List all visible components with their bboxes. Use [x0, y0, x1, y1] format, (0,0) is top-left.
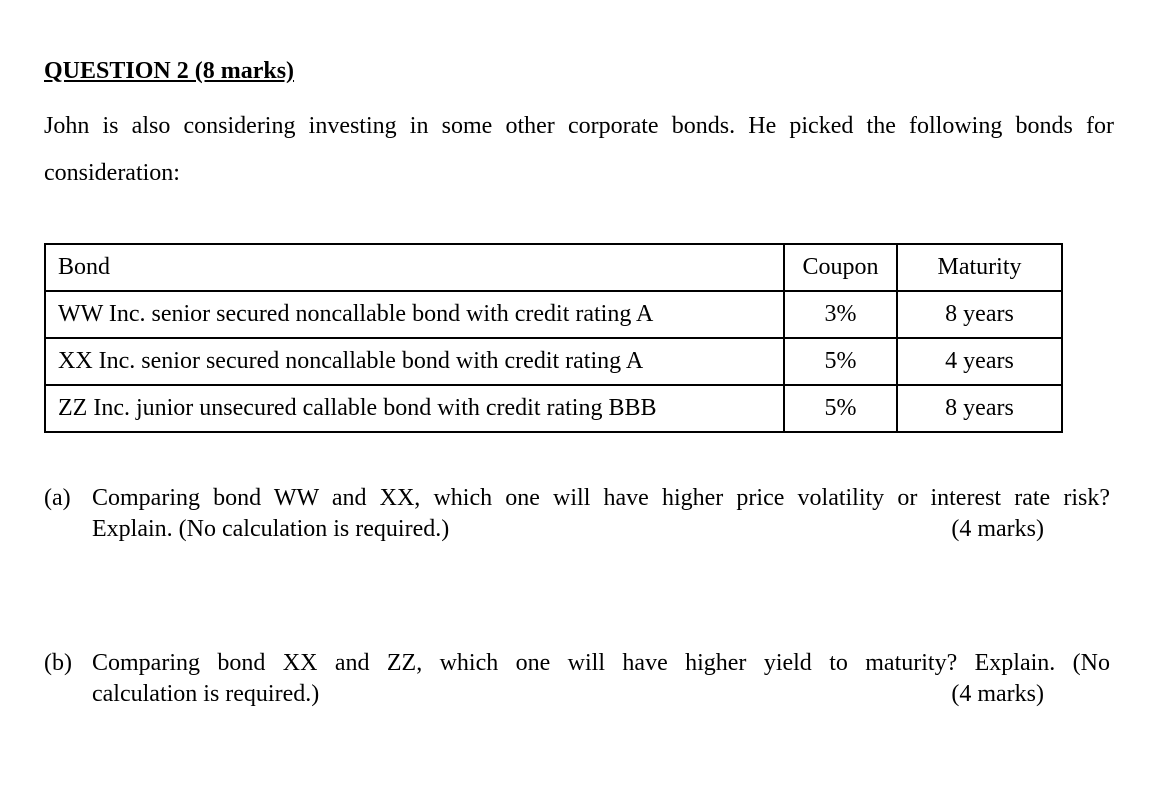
header-bond: Bond: [45, 244, 784, 291]
question-b-label: (b): [44, 650, 72, 676]
question-b-text-line1: Comparing bond XX and ZZ, which one will have higher yield to maturity? Explain. (No: [92, 650, 1110, 676]
coupon-cell: 5%: [784, 385, 897, 432]
coupon-cell: 5%: [784, 338, 897, 385]
question-b-marks: (4 marks): [951, 681, 1044, 707]
table-row: [45, 338, 1062, 385]
maturity-cell: 8 years: [897, 385, 1062, 432]
table-header-row: [45, 244, 1062, 291]
question-a-marks: (4 marks): [951, 516, 1044, 542]
header-coupon: Coupon: [784, 244, 897, 291]
maturity-cell: 4 years: [897, 338, 1062, 385]
coupon-cell: 3%: [784, 291, 897, 338]
bond-table: [44, 243, 1063, 433]
bond-name-cell: ZZ Inc. junior unsecured callable bond with credit rating BBB: [45, 385, 784, 432]
question-a: [44, 483, 1110, 545]
table-row: [45, 291, 1062, 338]
maturity-cell: 8 years: [897, 291, 1062, 338]
table-row: [45, 385, 1062, 432]
bond-name-cell: XX Inc. senior secured noncallable bond with credit rating A: [45, 338, 784, 385]
question-a-text-line1: Comparing bond WW and XX, which one will have higher price volatility or interest rate risk?: [92, 485, 1110, 511]
question-a-label: (a): [44, 485, 71, 511]
question-a-text-line2: Explain. (No calculation is required.): [92, 516, 450, 542]
header-maturity: Maturity: [897, 244, 1062, 291]
bond-name-cell: WW Inc. senior secured noncallable bond with credit rating A: [45, 291, 784, 338]
question-heading: QUESTION 2 (8 marks): [44, 58, 295, 84]
question-b-text-line2: calculation is required.): [92, 681, 320, 707]
question-b: [44, 648, 1110, 710]
intro-paragraph: John is also considering investing in some other corporate bonds. He picked the following bonds for consideration:: [44, 113, 1114, 186]
